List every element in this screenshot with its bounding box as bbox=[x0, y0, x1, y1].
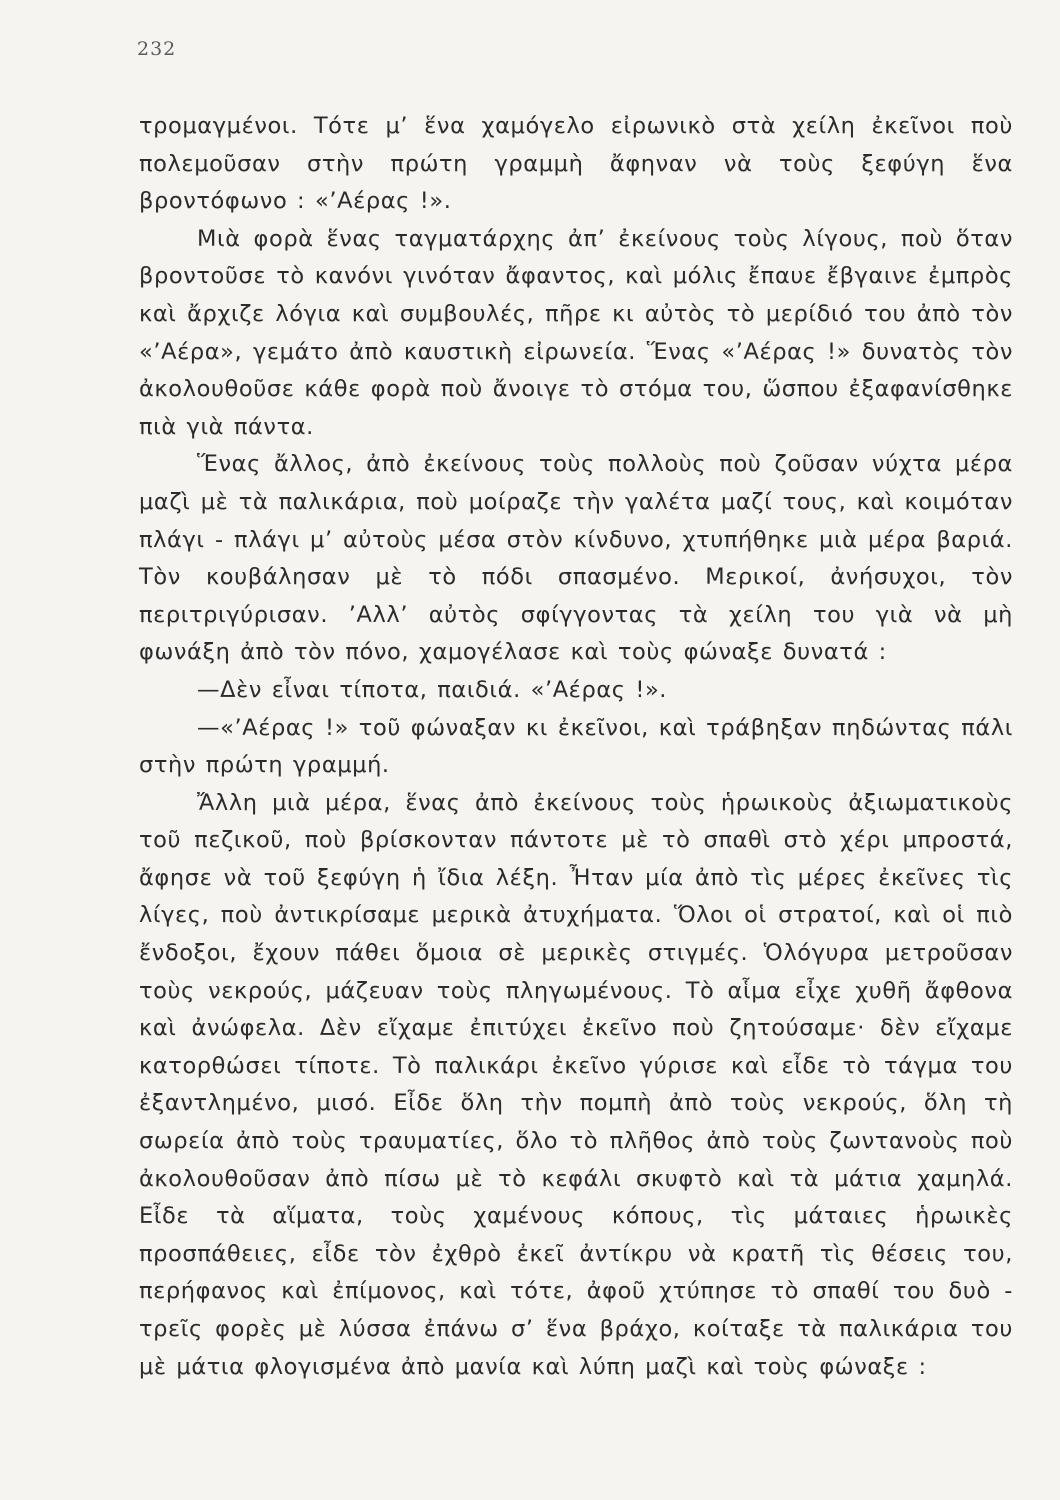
body-text bbox=[139, 108, 1013, 1386]
paragraph-3: Ἕνας ἄλλος, ἀπὸ ἐκείνους τοὺς πολλοὺς ποὺ ζοῦσαν νύχτα μέρα μαζὶ μὲ τὰ παλικάρια, ποὺ μοίραζε τὴν γαλέτα μαζί τους, καὶ κοιμόταν πλάγι - πλάγι μ’ αὐτοὺς μέσα στὸν κίνδυνο, χτυπήθηκε μιὰ μέρα βαριά. Τὸν κουβάλησαν μὲ τὸ πόδι σπασμένο. Μερικοί, ἀνήσυχοι, τὸν περιτριγύρισαν. ’Αλλ’ αὐτὸς σφίγγοντας τὰ χείλη του γιὰ νὰ μὴ φωνάξη ἀπὸ τὸν πόνο, χαμογέλασε καὶ τοὺς φώναξε δυνατά : bbox=[139, 451, 1013, 666]
dialogue-line-1: —Δὲν εἶναι τίποτα, παιδιά. «’Αέρας !». bbox=[197, 676, 668, 703]
paragraph-1: τρομαγμένοι. Τότε μ’ ἕνα χαμόγελο εἰρωνικὸ στὰ χείλη ἐκεῖνοι ποὺ πολεμοῦσαν στὴν πρώτη γραμμὴ ἄφηναν νὰ τοὺς ξεφύγη ἕνα βροντόφωνο : «’Αέρας !». bbox=[139, 113, 1013, 215]
dialogue-line-2: —«’Αέρας !» τοῦ φώναξαν κι ἐκεῖνοι, καὶ τράβηξαν πηδώντας πάλι στὴν πρώτη γραμμή. bbox=[139, 714, 1013, 779]
paragraph-2: Μιὰ φορὰ ἕνας ταγματάρχης ἀπ’ ἐκείνους τοὺς λίγους, ποὺ ὅταν βροντοῦσε τὸ κανόνι γινόταν ἄφαντος, καὶ μόλις ἔπαυε ἔβγαινε ἐμπρὸς καὶ ἄρχιζε λόγια καὶ συμβουλές, πῆρε κι αὐτὸς τὸ μερίδιό του ἀπὸ τὸν «’Αέρα», γεμάτο ἀπὸ καυστικὴ εἰρωνεία. Ἕνας «’Αέρας !» δυνατὸς τὸν ἀκολουθοῦσε κάθε φορὰ ποὺ ἄνοιγε τὸ στόμα του, ὥσπου ἐξαφανίσθηκε πιὰ γιὰ πάντα. bbox=[139, 225, 1013, 440]
paragraph-4: Ἄλλη μιὰ μέρα, ἕνας ἀπὸ ἐκείνους τοὺς ἡρωικοὺς ἀξιωματικοὺς τοῦ πεζικοῦ, ποὺ βρίσκονταν πάντοτε μὲ τὸ σπαθὶ στὸ χέρι μπροστά, ἄφησε νὰ τοῦ ξεφύγη ἡ ἴδια λέξη. Ἦταν μία ἀπὸ τὶς μέρες ἐκεῖνες τὶς λίγες, ποὺ ἀντικρίσαμε μερικὰ ἀτυχήματα. Ὅλοι οἱ στρατοί, καὶ οἱ πιὸ ἔνδοξοι, ἔχουν πάθει ὅμοια σὲ μερικὲς στιγμές. Ὁλόγυρα μετροῦσαν τοὺς νεκρούς, μάζευαν τοὺς πληγωμένους. Τὸ αἷμα εἶχε χυθῆ ἄφθονα καὶ ἀνώφελα. Δὲν εἴχαμε ἐπιτύχει ἐκεῖνο ποὺ ζητούσαμε· δὲν εἴχαμε κατορθώσει τίποτε. Τὸ παλικάρι ἐκεῖνο γύρισε καὶ εἶδε τὸ τάγμα του ἐξαντλημένο, μισό. Εἶδε ὅλη τὴν πομπὴ ἀπὸ τοὺς νεκρούς, ὅλη τὴ σωρεία ἀπὸ τοὺς τραυματίες, ὅλο τὸ πλῆθος ἀπὸ τοὺς ζωντανοὺς ποὺ ἀκολουθοῦσαν ἀπὸ πίσω μὲ τὸ κεφάλι σκυφτὸ καὶ τὰ μάτια χαμηλά. Εἶδε τὰ αἵματα, τοὺς χαμένους κόπους, τὶς μάταιες ἡρωικὲς προσπάθειες, εἶδε τὸν ἐχθρὸ ἐκεῖ ἀντίκρυ νὰ κρατῆ τὶς θέσεις του, περήφανος καὶ ἐπίμονος, καὶ τότε, ἀφοῦ χτύπησε τὸ σπαθί του δυὸ - τρεῖς φορὲς μὲ λύσσα ἐπάνω σ’ ἕνα βράχο, κοίταξε τὰ παλικάρια του μὲ μάτια φλογισμένα ἀπὸ μανία καὶ λύπη μαζὶ καὶ τοὺς φώναξε : bbox=[139, 789, 1013, 1380]
page-number: 232 bbox=[137, 38, 177, 60]
